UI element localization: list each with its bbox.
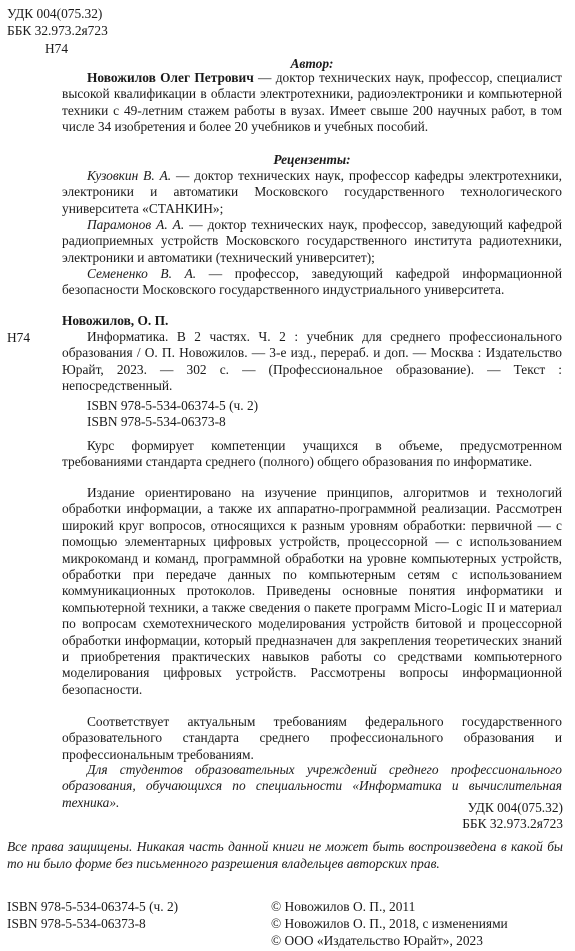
biblio-author-heading: Новожилов, О. П. — [62, 313, 169, 328]
reviewer-entry — [62, 168, 562, 217]
abstract-paragraph-1: Курс формирует компетенции учащихся в объеме, предусмотренном требованиями стандарта среднего (полного) общего образования по информатике. — [62, 438, 562, 470]
reviewer-text: — доктор технических наук, профессор, заведующий кафедрой радиоприемных устройств Московского государственного института радиотехники, электроники и автоматики (технический университет); — [62, 217, 562, 265]
author-name: Новожилов Олег Петрович — [87, 70, 254, 85]
biblio-cutter-code: Н74 — [7, 330, 31, 345]
abstract-audience: Для студентов образовательных учреждений среднего профессионального образования, обучающихся по специальности «Информатика и вычислительная техника». — [62, 762, 562, 810]
author-description: — доктор технических наук, профессор, специалист высокой квалификации в области электротехники, радиоэлектроники и компьютерной техники с 49-летним стажем работы в вузах. Имеет свыше 200 научных работ, в том числе 34 изобретения и более 20 учебников и учебных пособий. — [62, 70, 562, 135]
biblio-isbn-part2: ISBN 978-5-534-06374-5 (ч. 2) — [87, 398, 259, 413]
copyright-publisher: © ООО «Издательство Юрайт», 2023 — [271, 933, 483, 948]
reviewers-heading: Рецензенты: — [273, 152, 351, 167]
reviewer-entry — [62, 266, 562, 299]
copyright-author-2011: © Новожилов О. П., 2011 — [271, 899, 416, 914]
reviewer-text: — профессор, заведующий кафедрой информационной безопасности Московского государственного индустриального университета. — [62, 266, 562, 298]
biblio-isbn-set: ISBN 978-5-534-06373-8 — [87, 414, 226, 429]
reviewer-name: Семененко В. А. — [87, 266, 197, 281]
copyright-author-2018: © Новожилов О. П., 2018, с изменениями — [271, 916, 508, 931]
reviewer-text: — доктор технических наук, профессор кафедры электротехники, электроники и автоматики Московского государственного технологического университета «СТАНКИН»; — [62, 168, 562, 216]
footer-isbn-set: ISBN 978-5-534-06373-8 — [7, 916, 146, 931]
abstract-paragraph-2: Издание ориентировано на изучение принципов, алгоритмов и технологий обработки информации, а также их аппаратно-программной реализации. Рассмотрен широкий круг вопросов, относящихся к разным уровням обработки: первичной — с помощью элементарных цифровых устройств, процессорной — с использованием микрокоманд и команд, программной обработки на уровне компьютерных устройств, обработки при передаче данных по компьютерным сетям с использованием коммуникационных протоколов. Приведены основные понятия информатики и компьютерной техники, а также сведения о пакете программ Micro-Logic II и материал по вопросам схемотехнического моделирования устройств битовой и процессорной обработки информации, который предназначен для закрепления теоретических знаний и приобретения практических навыков работы со средствами компьютерного моделирования цифровых устройств. Рассмотрены вопросы информационной безопасности. — [62, 485, 562, 697]
bbk-code-top: ББК 32.973.2я723 — [7, 23, 108, 38]
abstract-paragraph-3: Соответствует актуальным требованиям федерального государственного образовательного стандарта среднего профессионального образования и профессиональным требованиям. — [62, 714, 562, 762]
reviewer-name: Парамонов А. А. — [87, 217, 185, 232]
author-heading: Автор: — [290, 56, 334, 71]
udk-code-bottom: УДК 004(075.32) — [467, 800, 563, 815]
author-paragraph — [62, 70, 562, 136]
reviewer-name: Кузовкин В. А. — [87, 168, 172, 183]
udk-code-top: УДК 004(075.32) — [7, 6, 103, 21]
bbk-code-bottom: ББК 32.973.2я723 — [462, 816, 563, 831]
biblio-description: Информатика. В 2 частях. Ч. 2 : учебник для среднего профессионального образования / О. П. Новожилов. — 3-е изд., перераб. и доп. — Москва : Издательство Юрайт, 2023. — 302 с. — (Профессиональное образование). — Текст : непосредственный. — [62, 329, 562, 394]
footer-isbn-part2: ISBN 978-5-534-06374-5 (ч. 2) — [7, 899, 179, 914]
rights-notice: Все права защищены. Никакая часть данной книги не может быть воспроизведена в какой бы то ни было форме без письменного разрешения владельцев авторских прав. — [7, 839, 563, 871]
cutter-code-top: Н74 — [45, 41, 69, 56]
reviewer-entry — [62, 217, 562, 266]
